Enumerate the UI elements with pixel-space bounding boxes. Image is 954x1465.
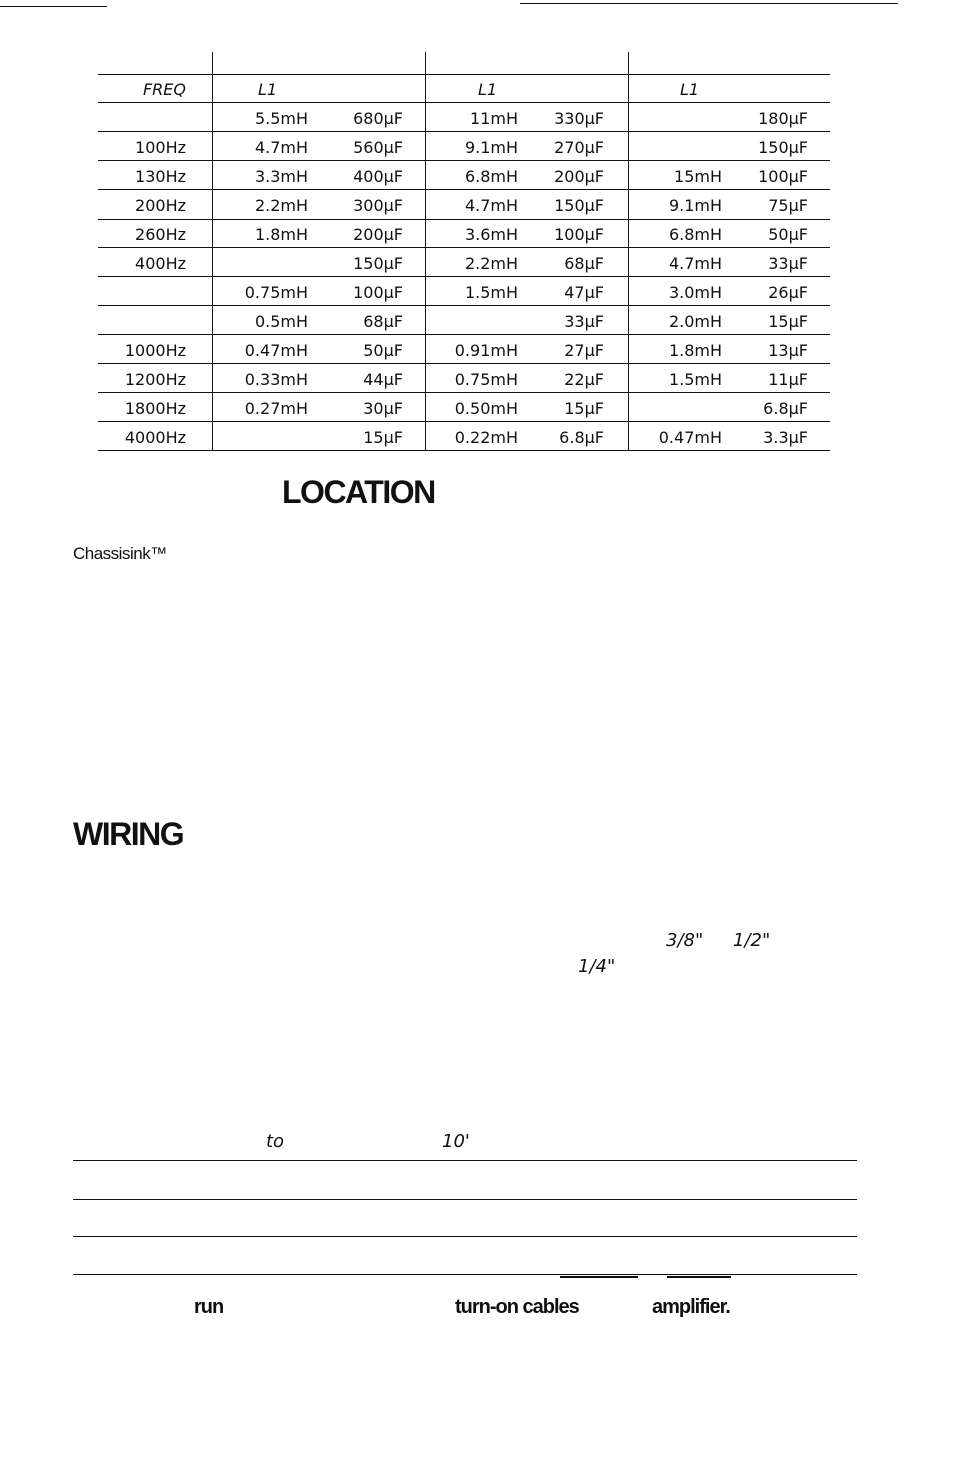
- table-cell-b-c: 15µF: [564, 399, 604, 418]
- table-cell-c-c: 13µF: [768, 341, 808, 360]
- top-rule-right: [520, 3, 898, 4]
- table-subheader-l1-c: L1: [680, 80, 700, 99]
- table-divider-3: [628, 52, 629, 450]
- length-10ft: 10': [442, 1131, 470, 1152]
- table-cell-a-c: 15µF: [363, 428, 403, 447]
- brand-name: Chassisink™: [73, 544, 167, 563]
- table-cell-freq: 400Hz: [135, 254, 186, 273]
- table-cell-b-l: 3.6mH: [464, 225, 518, 244]
- table-cell-freq: 200Hz: [135, 196, 186, 215]
- fraction-1-2: 1/2": [733, 930, 771, 951]
- table-cell-b-c: 47µF: [564, 283, 604, 302]
- table-cell-a-l: 0.33mH: [244, 370, 308, 389]
- table-cell-a-l: 4.7mH: [254, 138, 308, 157]
- table-row-rule: [98, 334, 830, 335]
- table-cell-a-c: 150µF: [353, 254, 403, 273]
- table-cell-b-l: 0.75mH: [454, 370, 518, 389]
- table-cell-a-l: 0.47mH: [244, 341, 308, 360]
- table-cell-b-c: 6.8µF: [559, 428, 604, 447]
- wiring-rule-3: [73, 1236, 857, 1237]
- table-header-freq: FREQ: [142, 80, 186, 99]
- wiring-heading: WIRING: [73, 816, 184, 852]
- wiring-rule-1: [73, 1160, 857, 1161]
- table-cell-a-c: 44µF: [363, 370, 403, 389]
- table-cell-a-c: 680µF: [353, 109, 403, 128]
- table-row-rule: [98, 305, 830, 306]
- table-cell-c-c: 50µF: [768, 225, 808, 244]
- table-cell-c-l: 1.5mH: [668, 370, 722, 389]
- table-row-rule: [98, 421, 830, 422]
- wiring-rule-2: [73, 1199, 857, 1200]
- table-cell-a-c: 200µF: [353, 225, 403, 244]
- table-cell-c-c: 15µF: [768, 312, 808, 331]
- wiring-underline-a: [560, 1276, 638, 1278]
- table-subheader-l1-a: L1: [258, 80, 278, 99]
- table-cell-freq: 130Hz: [135, 167, 186, 186]
- table-row-rule: [98, 392, 830, 393]
- fraction-3-8: 3/8": [666, 930, 704, 951]
- table-row-rule: [98, 450, 830, 451]
- table-cell-c-l: 4.7mH: [668, 254, 722, 273]
- word-amplifier: amplifier.: [652, 1296, 730, 1318]
- table-cell-b-l: 1.5mH: [464, 283, 518, 302]
- table-cell-c-c: 33µF: [768, 254, 808, 273]
- table-cell-c-l: 6.8mH: [668, 225, 722, 244]
- word-run: run: [194, 1296, 224, 1318]
- table-cell-a-c: 100µF: [353, 283, 403, 302]
- table-cell-b-c: 68µF: [564, 254, 604, 273]
- table-subheader-l1-b: L1: [478, 80, 498, 99]
- table-cell-a-l: 0.75mH: [244, 283, 308, 302]
- table-cell-freq: 4000Hz: [124, 428, 186, 447]
- table-cell-c-l: 1.8mH: [668, 341, 722, 360]
- table-cell-b-c: 330µF: [554, 109, 604, 128]
- table-cell-b-c: 27µF: [564, 341, 604, 360]
- table-cell-a-c: 560µF: [353, 138, 403, 157]
- table-cell-c-c: 75µF: [768, 196, 808, 215]
- table-row-rule: [98, 102, 830, 103]
- table-cell-freq: 1200Hz: [124, 370, 186, 389]
- wiring-underline-b: [667, 1276, 731, 1278]
- table-row-rule: [98, 363, 830, 364]
- table-row-rule: [98, 276, 830, 277]
- table-cell-c-c: 11µF: [768, 370, 808, 389]
- table-cell-c-c: 180µF: [758, 109, 808, 128]
- table-cell-a-l: 3.3mH: [254, 167, 308, 186]
- table-cell-b-c: 22µF: [564, 370, 604, 389]
- table-cell-b-c: 150µF: [554, 196, 604, 215]
- location-heading: LOCATION: [282, 474, 435, 510]
- table-cell-c-c: 26µF: [768, 283, 808, 302]
- table-cell-freq: 1800Hz: [124, 399, 186, 418]
- table-cell-c-c: 150µF: [758, 138, 808, 157]
- table-cell-a-l: 2.2mH: [254, 196, 308, 215]
- word-to: to: [266, 1131, 285, 1152]
- table-cell-c-l: 9.1mH: [668, 196, 722, 215]
- table-row-rule: [98, 189, 830, 190]
- table-cell-freq: 100Hz: [135, 138, 186, 157]
- table-cell-a-c: 400µF: [353, 167, 403, 186]
- wiring-rule-4: [73, 1274, 857, 1275]
- table-cell-b-l: 0.50mH: [454, 399, 518, 418]
- table-cell-freq: 1000Hz: [124, 341, 186, 360]
- table-cell-c-c: 6.8µF: [763, 399, 808, 418]
- table-cell-b-l: 0.91mH: [454, 341, 518, 360]
- fraction-1-4: 1/4": [578, 956, 616, 977]
- table-cell-freq: 260Hz: [135, 225, 186, 244]
- table-cell-b-l: 4.7mH: [464, 196, 518, 215]
- table-cell-a-c: 68µF: [363, 312, 403, 331]
- table-cell-a-c: 300µF: [353, 196, 403, 215]
- table-row-rule: [98, 74, 830, 75]
- table-cell-b-l: 2.2mH: [464, 254, 518, 273]
- table-cell-b-l: 9.1mH: [464, 138, 518, 157]
- table-cell-a-c: 50µF: [363, 341, 403, 360]
- table-cell-b-l: 6.8mH: [464, 167, 518, 186]
- table-cell-c-l: 15mH: [674, 167, 722, 186]
- table-cell-a-l: 0.5mH: [254, 312, 308, 331]
- table-cell-a-l: 5.5mH: [254, 109, 308, 128]
- table-cell-c-c: 3.3µF: [763, 428, 808, 447]
- table-cell-a-l: 1.8mH: [254, 225, 308, 244]
- table-cell-a-l: 0.27mH: [244, 399, 308, 418]
- table-row-rule: [98, 219, 830, 220]
- table-cell-b-l: 0.22mH: [454, 428, 518, 447]
- top-rule-left: [0, 6, 107, 7]
- table-cell-c-l: 3.0mH: [668, 283, 722, 302]
- table-cell-a-c: 30µF: [363, 399, 403, 418]
- table-cell-b-c: 200µF: [554, 167, 604, 186]
- table-cell-b-l: 11mH: [470, 109, 518, 128]
- table-cell-c-c: 100µF: [758, 167, 808, 186]
- table-cell-c-l: 0.47mH: [658, 428, 722, 447]
- table-cell-b-c: 100µF: [554, 225, 604, 244]
- table-row-rule: [98, 160, 830, 161]
- table-cell-b-c: 270µF: [554, 138, 604, 157]
- table-cell-b-c: 33µF: [564, 312, 604, 331]
- table-row-rule: [98, 247, 830, 248]
- turn-on-cables: turn-on cables: [455, 1296, 579, 1318]
- table-cell-c-l: 2.0mH: [668, 312, 722, 331]
- table-row-rule: [98, 131, 830, 132]
